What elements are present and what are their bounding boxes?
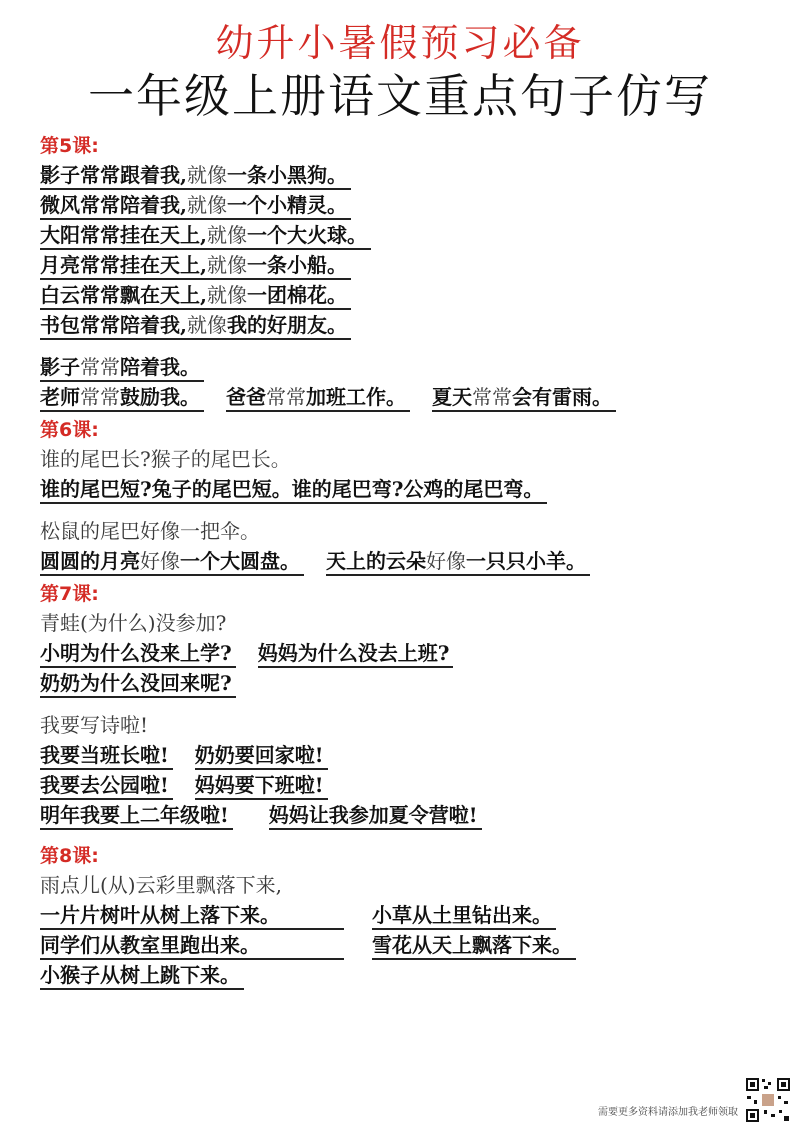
lesson-6-answer: 谁的尾巴短?兔子的尾巴短。谁的尾巴弯?公鸡的尾巴弯。 — [40, 474, 780, 504]
lesson-5-sentence: 影子常常跟着我,就像一条小黑狗。 — [40, 160, 780, 190]
lesson-6-answer: 圆圆的月亮好像一个大圆盘。 天上的云朵好像一只只小羊。 — [40, 546, 780, 576]
lesson-6-example: 松鼠的尾巴好像一把伞。 — [40, 519, 260, 543]
qr-code-icon — [744, 1076, 792, 1124]
lesson-8-example: 雨点儿(从)云彩里飘落下来, — [40, 873, 282, 897]
page-title: 幼升小暑假预习必备 — [215, 21, 585, 65]
lesson-7-example: 青蛙(为什么)没参加? — [40, 611, 227, 635]
lesson-5-sentence: 大阳常常挂在天上,就像一个大火球。 — [40, 220, 780, 250]
lesson-8-answer: 一片片树叶从树上落下来。 小草从土里钻出来。 — [40, 900, 780, 930]
worksheet-content — [40, 132, 780, 990]
lesson-5-sentence: 白云常常飘在天上,就像一团棉花。 — [40, 280, 780, 310]
lesson-7-label: 第7课: — [40, 583, 99, 605]
lesson-8-answer: 同学们从教室里跑出来。 雪花从天上飘落下来。 — [40, 930, 780, 960]
lesson-7-answer: 明年我要上二年级啦! 妈妈让我参加夏令营啦! — [40, 800, 780, 830]
footer-note: 需要更多资料请添加我老师领取 — [598, 1107, 738, 1118]
lesson-5-label: 第5课: — [40, 135, 99, 157]
lesson-6-example: 谁的尾巴长?猴子的尾巴长。 — [40, 447, 291, 471]
lesson-7-answer: 小明为什么没来上学? 妈妈为什么没去上班? — [40, 638, 780, 668]
lesson-8-label: 第8课: — [40, 845, 99, 867]
lesson-7-example: 我要写诗啦! — [40, 713, 149, 737]
lesson-5-sentence: 微风常常陪着我,就像一个小精灵。 — [40, 190, 780, 220]
lesson-7-answer: 我要当班长啦! 奶奶要回家啦! — [40, 740, 780, 770]
lesson-6-label: 第6课: — [40, 419, 99, 441]
lesson-5-pattern: 影子常常陪着我。 — [40, 352, 780, 382]
page-subtitle: 一年级上册语文重点句子仿写 — [88, 69, 712, 123]
lesson-5-sentence: 书包常常陪着我,就像我的好朋友。 — [40, 310, 780, 340]
lesson-7-answer: 我要去公园啦! 妈妈要下班啦! — [40, 770, 780, 800]
lesson-5-sentence: 月亮常常挂在天上,就像一条小船。 — [40, 250, 780, 280]
lesson-5-examples: 老师常常鼓励我。 爸爸常常加班工作。 夏天常常会有雷雨。 — [40, 382, 780, 412]
lesson-8-answer: 小猴子从树上跳下来。 — [40, 960, 780, 990]
lesson-7-answer: 奶奶为什么没回来呢? — [40, 668, 780, 698]
